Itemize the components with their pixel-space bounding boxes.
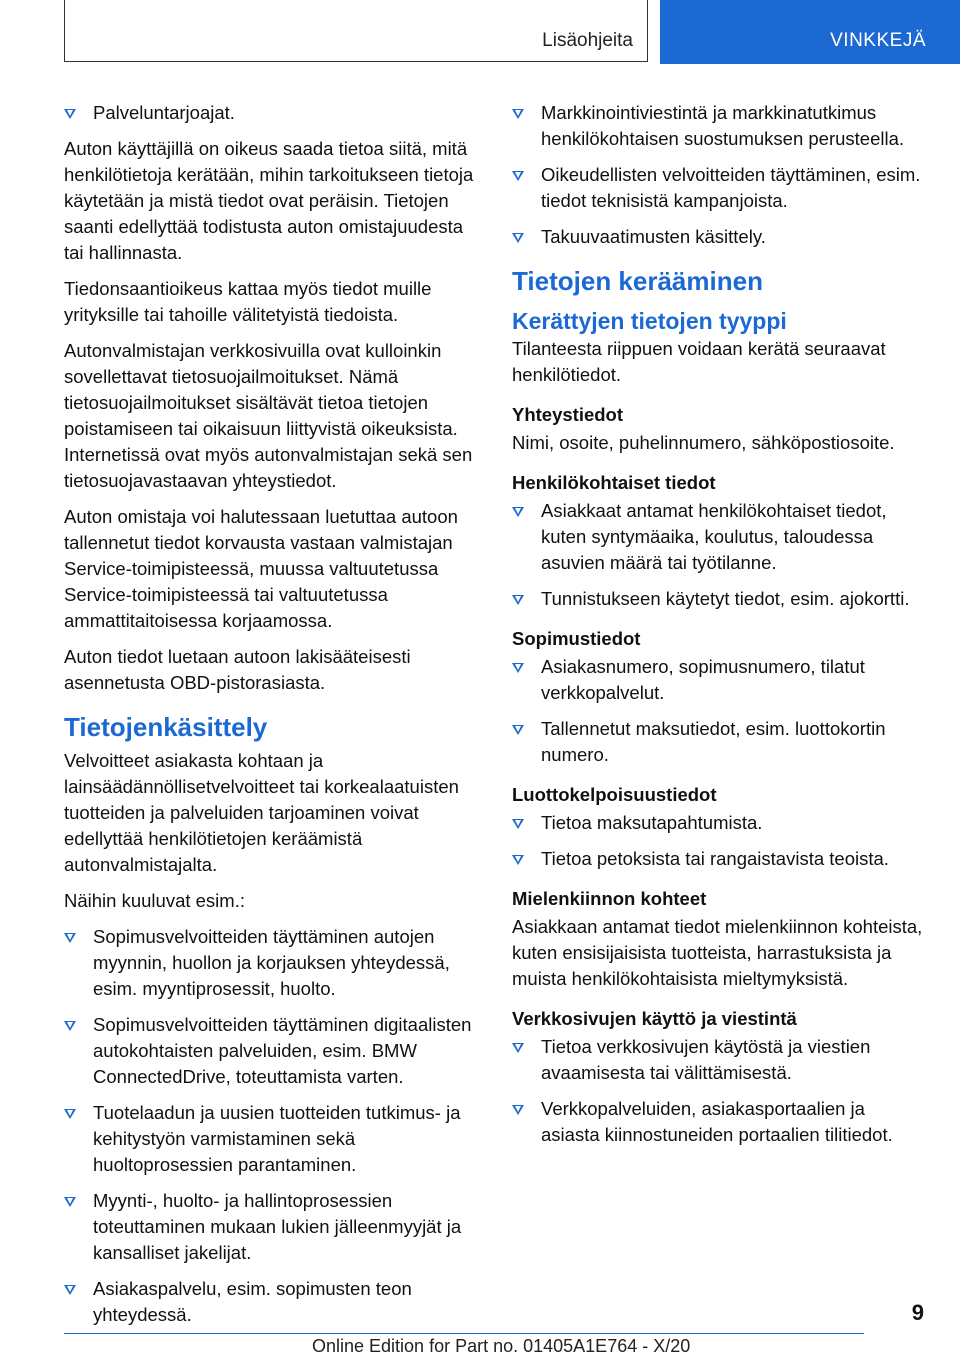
triangle-bullet-icon [512,663,524,673]
list-item: Tietoa maksutapahtumista. [512,810,928,836]
paragraph: Auton käyttäjillä on oikeus saada tietoa siitä, mitä henkilötietoja kerätään, mihin tarkoitukseen tietoja käytetään ja mistä tiedot ovat peräisin. Tietojen saanti edellyttää todistusta auton omistajuudesta tai hallinnasta. [64,138,474,263]
chapter-tab [660,0,960,64]
triangle-bullet-icon [512,1105,524,1115]
paragraph: Auton omistaja voi halutessaan luetuttaa autoon tallennetut tiedot korvausta vastaan valmistajan Service-toimipisteessä, muussa valtuutetussa Service-toimipisteessä tai valtuutetussa ammattitaitoisessa korjaamossa. [64,506,458,631]
paragraph: Tilanteesta riippuen voidaan kerätä seuraavat henkilötiedot. [512,338,886,385]
right-column [512,100,928,1158]
section-title-verkkosivujen-kaytto: Verkkosivujen käyttö ja viestintä [512,1008,797,1029]
section-tab [64,0,648,62]
triangle-bullet-icon [512,233,524,243]
section-title-mielenkiinnon-kohteet: Mielenkiinnon kohteet [512,888,707,909]
triangle-bullet-icon [512,595,524,605]
paragraph: Autonvalmistajan verkkosivuilla ovat kulloinkin sovellettavat tietosuojailmoitukset. Nämä tietosuojailmoitukset sisältävät tietoa tietojen poistamiseen tai oikaisuun liittyvistä oikeuksista. Internetissä ovat myös autonvalmistajan sekä sen tietosuojavastaavan yhteystiedot. [64,340,473,491]
section-title: Lisäohjeita [542,30,633,51]
list-item: Tietoa petoksista tai rangaistavista teoista. [512,846,928,872]
triangle-bullet-icon [512,109,524,119]
list-item: Takuuvaatimusten käsittely. [512,224,928,250]
triangle-bullet-icon [512,171,524,181]
paragraph: Nimi, osoite, puhelinnumero, sähköpostiosoite. [512,432,895,453]
triangle-bullet-icon [512,725,524,735]
subheading-kerattyjen-tietojen-tyyppi: Kerättyjen tietojen tyyppi [512,308,787,334]
section-title-yhteystiedot: Yhteystiedot [512,404,624,425]
list-item: Verkkopalveluiden, asiakasportaalien ja asiasta kiinnostuneiden portaalien tilitiedot. [512,1096,928,1148]
list-item: Tunnistukseen käytetyt tiedot, esim. ajokortti. [512,586,928,612]
triangle-bullet-icon [64,1197,76,1207]
footer-divider [64,1333,864,1334]
paragraph: Auton tiedot luetaan autoon lakisääteisesti asennetusta OBD-pistorasiasta. [64,646,411,693]
paragraph: Asiakkaan antamat tiedot mielenkiinnon kohteista, kuten ensisijaisista tuotteista, harrastuksista ja muista henkilökohtaisista mieltymyksistä. [512,916,923,989]
footer-edition: Online Edition for Part no. 01405A1E764 - X/20 [312,1336,691,1356]
list-item: Tallennetut maksutiedot, esim. luottokortin numero. [512,716,928,768]
section-title-henkilokohtaiset: Henkilökohtaiset tiedot [512,472,716,493]
triangle-bullet-icon [512,1043,524,1053]
list-item: Asiakasnumero, sopimusnumero, tilatut verkkopalvelut. [512,654,928,706]
left-column [64,100,478,1338]
triangle-bullet-icon [64,1285,76,1295]
triangle-bullet-icon [64,1109,76,1119]
triangle-bullet-icon [64,109,76,119]
triangle-bullet-icon [512,855,524,865]
list-item: Asiakkaat antamat henkilökohtaiset tiedot, kuten syntymäaika, koulutus, taloudessa asuvien määrä tai työtilanne. [512,498,928,576]
list-item: Tietoa verkkosivujen käytöstä ja viestien avaamisesta tai välittämisestä. [512,1034,928,1086]
heading-tietojen-keraaminen: Tietojen kerääminen [512,266,763,296]
chapter-title: VINKKEJÄ [830,30,926,51]
page-header [0,0,960,64]
paragraph: Näihin kuuluvat esim.: [64,890,245,911]
list-item: Markkinointiviestintä ja markkinatutkimus henkilökohtaisen suostumuksen perusteella. [512,100,928,152]
triangle-bullet-icon [512,819,524,829]
list-item: Palveluntarjoajat. [64,100,478,126]
section-title-sopimustiedot: Sopimustiedot [512,628,641,649]
paragraph: Velvoitteet asiakasta kohtaan ja lainsäädännöllisetvelvoitteet tai korkealaatuisten tuotteiden ja palveluiden tarjoaminen voivat edellyttää henkilötietojen keräämistä autonvalmistajalta. [64,750,459,875]
list-item: Asiakaspalvelu, esim. sopimusten teon yhteydessä. [64,1276,478,1328]
heading-tietojenkasittely: Tietojenkäsittely [64,712,268,742]
list-item: Oikeudellisten velvoitteiden täyttäminen, esim. tiedot teknisistä kampanjoista. [512,162,928,214]
section-title-luottokelpoisuus: Luottokelpoisuustiedot [512,784,717,805]
list-item: Sopimusvelvoitteiden täyttäminen digitaalisten autokohtaisten palveluiden, esim. BMW ConnectedDrive, toteuttamista varten. [64,1012,478,1090]
page-number: 9 [911,1300,924,1325]
list-item: Tuotelaadun ja uusien tuotteiden tutkimus- ja kehitystyön varmistaminen sekä huoltoprosessien parantaminen. [64,1100,478,1178]
list-item: Myynti-, huolto- ja hallintoprosessien toteuttaminen mukaan lukien jälleenmyyjät ja kansalliset jakelijat. [64,1188,478,1266]
list-item: Sopimusvelvoitteiden täyttäminen autojen myynnin, huollon ja korjauksen yhteydessä, esim. myyntiprosessit, huolto. [64,924,478,1002]
triangle-bullet-icon [64,1021,76,1031]
triangle-bullet-icon [64,933,76,943]
triangle-bullet-icon [512,507,524,517]
paragraph: Tiedonsaantioikeus kattaa myös tiedot muille yrityksille tai tahoille välitetyistä tiedoista. [64,278,432,325]
